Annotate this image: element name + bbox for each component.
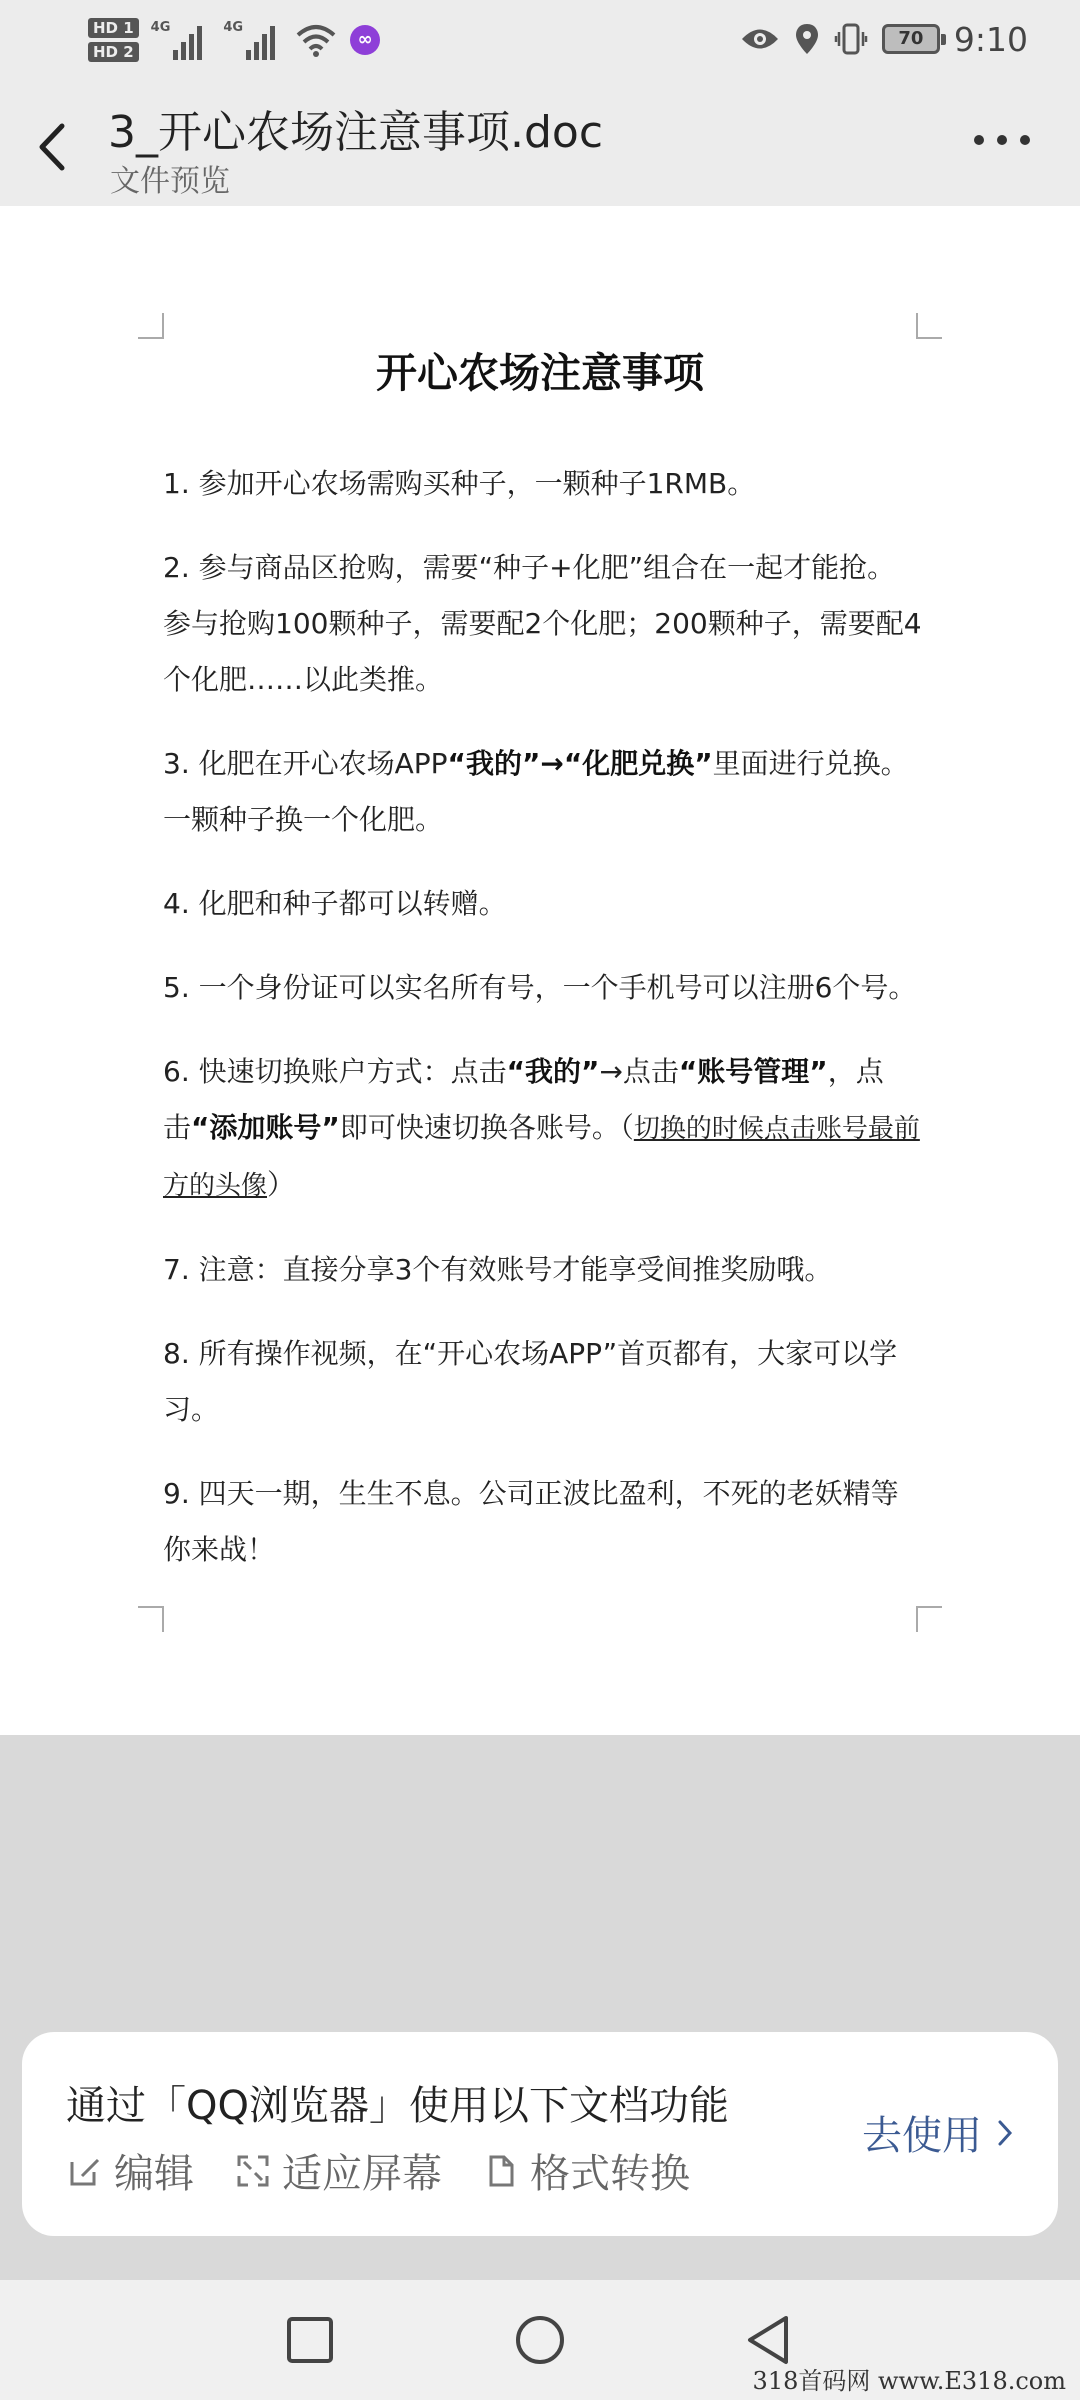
chevron-right-icon xyxy=(996,2118,1014,2148)
fit-screen-feature[interactable] xyxy=(236,2142,442,2199)
hd1-badge: HD 1 xyxy=(88,18,139,38)
file-subtitle: 文件预览 xyxy=(110,164,230,199)
top-bar xyxy=(0,0,1080,206)
location-icon xyxy=(794,22,820,56)
watermark: 318首码网 www.E318.com xyxy=(752,2367,1066,2395)
wifi-icon xyxy=(296,23,336,57)
edit-label: 编辑 xyxy=(114,2151,194,2197)
list-item-5: 5. 一个身份证可以实名所有号，一个手机号可以注册6个号。 xyxy=(163,971,917,1004)
list-item-3: 3. 化肥在开心农场APP“我的”→“化肥兑换”里面进行兑换。一颗种子换一个化肥。 xyxy=(163,747,909,836)
chevron-left-icon[interactable] xyxy=(28,116,78,178)
qq-browser-banner[interactable] xyxy=(22,2032,1058,2236)
convert-label: 格式转换 xyxy=(530,2151,690,2197)
network-type-2: 4G xyxy=(223,20,244,35)
home-icon[interactable] xyxy=(510,2310,570,2370)
document-page xyxy=(0,206,1080,1735)
status-left xyxy=(88,10,380,70)
list-item-8: 8. 所有操作视频，在“开心农场APP”首页都有，大家可以学习。 xyxy=(163,1337,898,1426)
document-title: 开心农场注意事项 xyxy=(376,349,704,397)
status-right xyxy=(740,12,1028,66)
eye-icon xyxy=(740,26,780,52)
page-corner-mark xyxy=(916,313,942,339)
app-bar xyxy=(0,78,1080,206)
more-vertical-dots-icon[interactable] xyxy=(974,130,1030,150)
hd2-badge: HD 2 xyxy=(88,42,139,62)
file-title: 3_开心农场注意事项.doc xyxy=(108,107,604,158)
link-app-icon: ∞ xyxy=(350,25,380,55)
list-item-2: 2. 参与商品区抢购，需要“种子+化肥”组合在一起才能抢。参与抢购100颗种子，需要配2个化肥；200颗种子，需要配4个化肥……以此类推。 xyxy=(163,551,922,696)
edit-icon xyxy=(68,2154,102,2188)
system-nav-bar xyxy=(0,2280,1080,2400)
go-use-button[interactable] xyxy=(862,2104,1014,2161)
banner-features xyxy=(68,2142,690,2199)
clock: 9:10 xyxy=(953,19,1028,59)
edit-feature[interactable] xyxy=(68,2142,194,2199)
hd-badges xyxy=(88,18,139,62)
network-type-1: 4G xyxy=(150,20,171,35)
battery-icon: 70 xyxy=(882,24,940,54)
document-icon xyxy=(484,2154,518,2188)
page-corner-mark xyxy=(138,1606,164,1632)
page-corner-mark xyxy=(916,1606,942,1632)
recent-apps-icon[interactable] xyxy=(280,2310,340,2370)
document-body xyxy=(163,456,923,1606)
fit-screen-icon xyxy=(236,2154,270,2188)
list-item-1: 1. 参加开心农场需购买种子，一颗种子1RMB。 xyxy=(163,467,756,500)
list-item-9: 9. 四天一期，生生不息。公司正波比盈利，不死的老妖精等你来战！ xyxy=(163,1477,899,1566)
banner-title: 通过「QQ浏览器」使用以下文档功能 xyxy=(66,2083,729,2129)
avatar-hint-note: 切换的时候点击账号最前方的头像 xyxy=(163,1114,920,1201)
go-use-label: 去使用 xyxy=(862,2113,982,2159)
vibrate-icon xyxy=(834,22,868,56)
list-item-4: 4. 化肥和种子都可以转赠。 xyxy=(163,887,507,920)
fit-screen-label: 适应屏幕 xyxy=(282,2151,442,2197)
page-corner-mark xyxy=(138,313,164,339)
status-bar xyxy=(0,0,1080,78)
list-item-6: 6. 快速切换账户方式：点击“我的”→点击“账号管理”，点击“添加账号”即可快速切换各账号。（切换的时候点击账号最前方的头像） xyxy=(163,1055,920,1201)
signal-icon-2 xyxy=(223,20,278,60)
list-item-7: 7. 注意：直接分享3个有效账号才能享受间推奖励哦。 xyxy=(163,1253,833,1286)
convert-feature[interactable] xyxy=(484,2142,690,2199)
signal-icon xyxy=(151,20,206,60)
